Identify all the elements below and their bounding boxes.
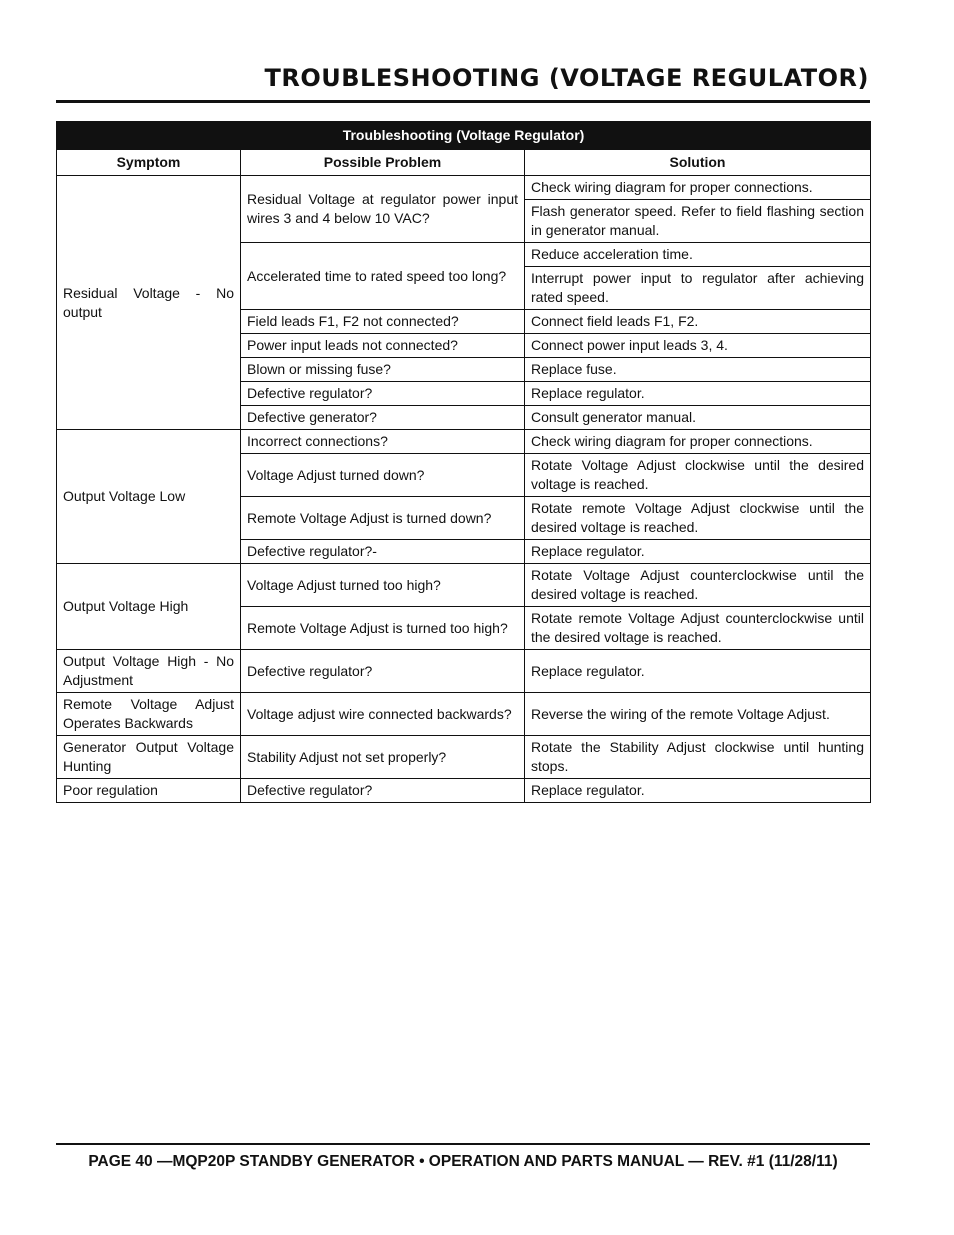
table-header-row [57,150,871,176]
problem-cell: Remote Voltage Adjust is turned down? [241,497,525,540]
table-row [57,564,871,607]
symptom-cell: Output Voltage High [57,564,241,650]
header-solution: Solution [525,150,871,176]
table-row [57,693,871,736]
solution-cell: Rotate Voltage Adjust clockwise until the desired voltage is reached. [525,454,871,497]
problem-cell: Blown or missing fuse? [241,358,525,382]
problem-cell: Defective regulator? [241,650,525,693]
solution-cell: Rotate remote Voltage Adjust counterclockwise until the desired voltage is reached. [525,607,871,650]
problem-cell: Remote Voltage Adjust is turned too high? [241,607,525,650]
problem-cell: Stability Adjust not set properly? [241,736,525,779]
header-possible-problem: Possible Problem [241,150,525,176]
troubleshooting-table [56,121,871,803]
page-footer: PAGE 40 —MQP20P STANDBY GENERATOR • OPERATION AND PARTS MANUAL — REV. #1 (11/28/11) [88,1153,838,1170]
solution-cell: Rotate Voltage Adjust counterclockwise until the desired voltage is reached. [525,564,871,607]
title-rule [56,100,870,103]
page-title: TROUBLESHOOTING (VOLTAGE REGULATOR) [264,64,869,92]
solution-cell: Flash generator speed. Refer to field flashing section in generator manual. [525,200,871,243]
solution-cell: Consult generator manual. [525,406,871,430]
footer-rule [56,1143,870,1145]
solution-cell: Reverse the wiring of the remote Voltage Adjust. [525,693,871,736]
table-banner-row [57,122,871,150]
solution-cell: Interrupt power input to regulator after achieving rated speed. [525,267,871,310]
problem-cell: Voltage Adjust turned down? [241,454,525,497]
table-row [57,430,871,454]
solution-cell: Check wiring diagram for proper connections. [525,430,871,454]
table-body [57,176,871,803]
solution-cell: Connect field leads F1, F2. [525,310,871,334]
table-row [57,176,871,200]
solution-cell: Replace fuse. [525,358,871,382]
table-row [57,736,871,779]
solution-cell: Check wiring diagram for proper connections. [525,176,871,200]
symptom-cell: Poor regulation [57,779,241,803]
solution-cell: Replace regulator. [525,779,871,803]
problem-cell: Accelerated time to rated speed too long? [241,243,525,310]
problem-cell: Voltage Adjust turned too high? [241,564,525,607]
solution-cell: Replace regulator. [525,650,871,693]
problem-cell: Incorrect connections? [241,430,525,454]
solution-cell: Rotate remote Voltage Adjust clockwise until the desired voltage is reached. [525,497,871,540]
solution-cell: Rotate the Stability Adjust clockwise until hunting stops. [525,736,871,779]
header-symptom: Symptom [57,150,241,176]
symptom-cell: Output Voltage Low [57,430,241,564]
solution-cell: Reduce acceleration time. [525,243,871,267]
problem-cell: Defective regulator?- [241,540,525,564]
problem-cell: Field leads F1, F2 not connected? [241,310,525,334]
symptom-cell: Generator Output Voltage Hunting [57,736,241,779]
solution-cell: Connect power input leads 3, 4. [525,334,871,358]
problem-cell: Voltage adjust wire connected backwards? [241,693,525,736]
problem-cell: Defective regulator? [241,382,525,406]
symptom-cell: Remote Voltage Adjust Operates Backwards [57,693,241,736]
symptom-cell: Output Voltage High - No Adjustment [57,650,241,693]
table-caption: Troubleshooting (Voltage Regulator) [57,122,871,150]
table-row [57,650,871,693]
solution-cell: Replace regulator. [525,540,871,564]
table-row [57,779,871,803]
symptom-cell: Residual Voltage - No output [57,176,241,430]
problem-cell: Power input leads not connected? [241,334,525,358]
problem-cell: Residual Voltage at regulator power input wires 3 and 4 below 10 VAC? [241,176,525,243]
problem-cell: Defective generator? [241,406,525,430]
problem-cell: Defective regulator? [241,779,525,803]
solution-cell: Replace regulator. [525,382,871,406]
